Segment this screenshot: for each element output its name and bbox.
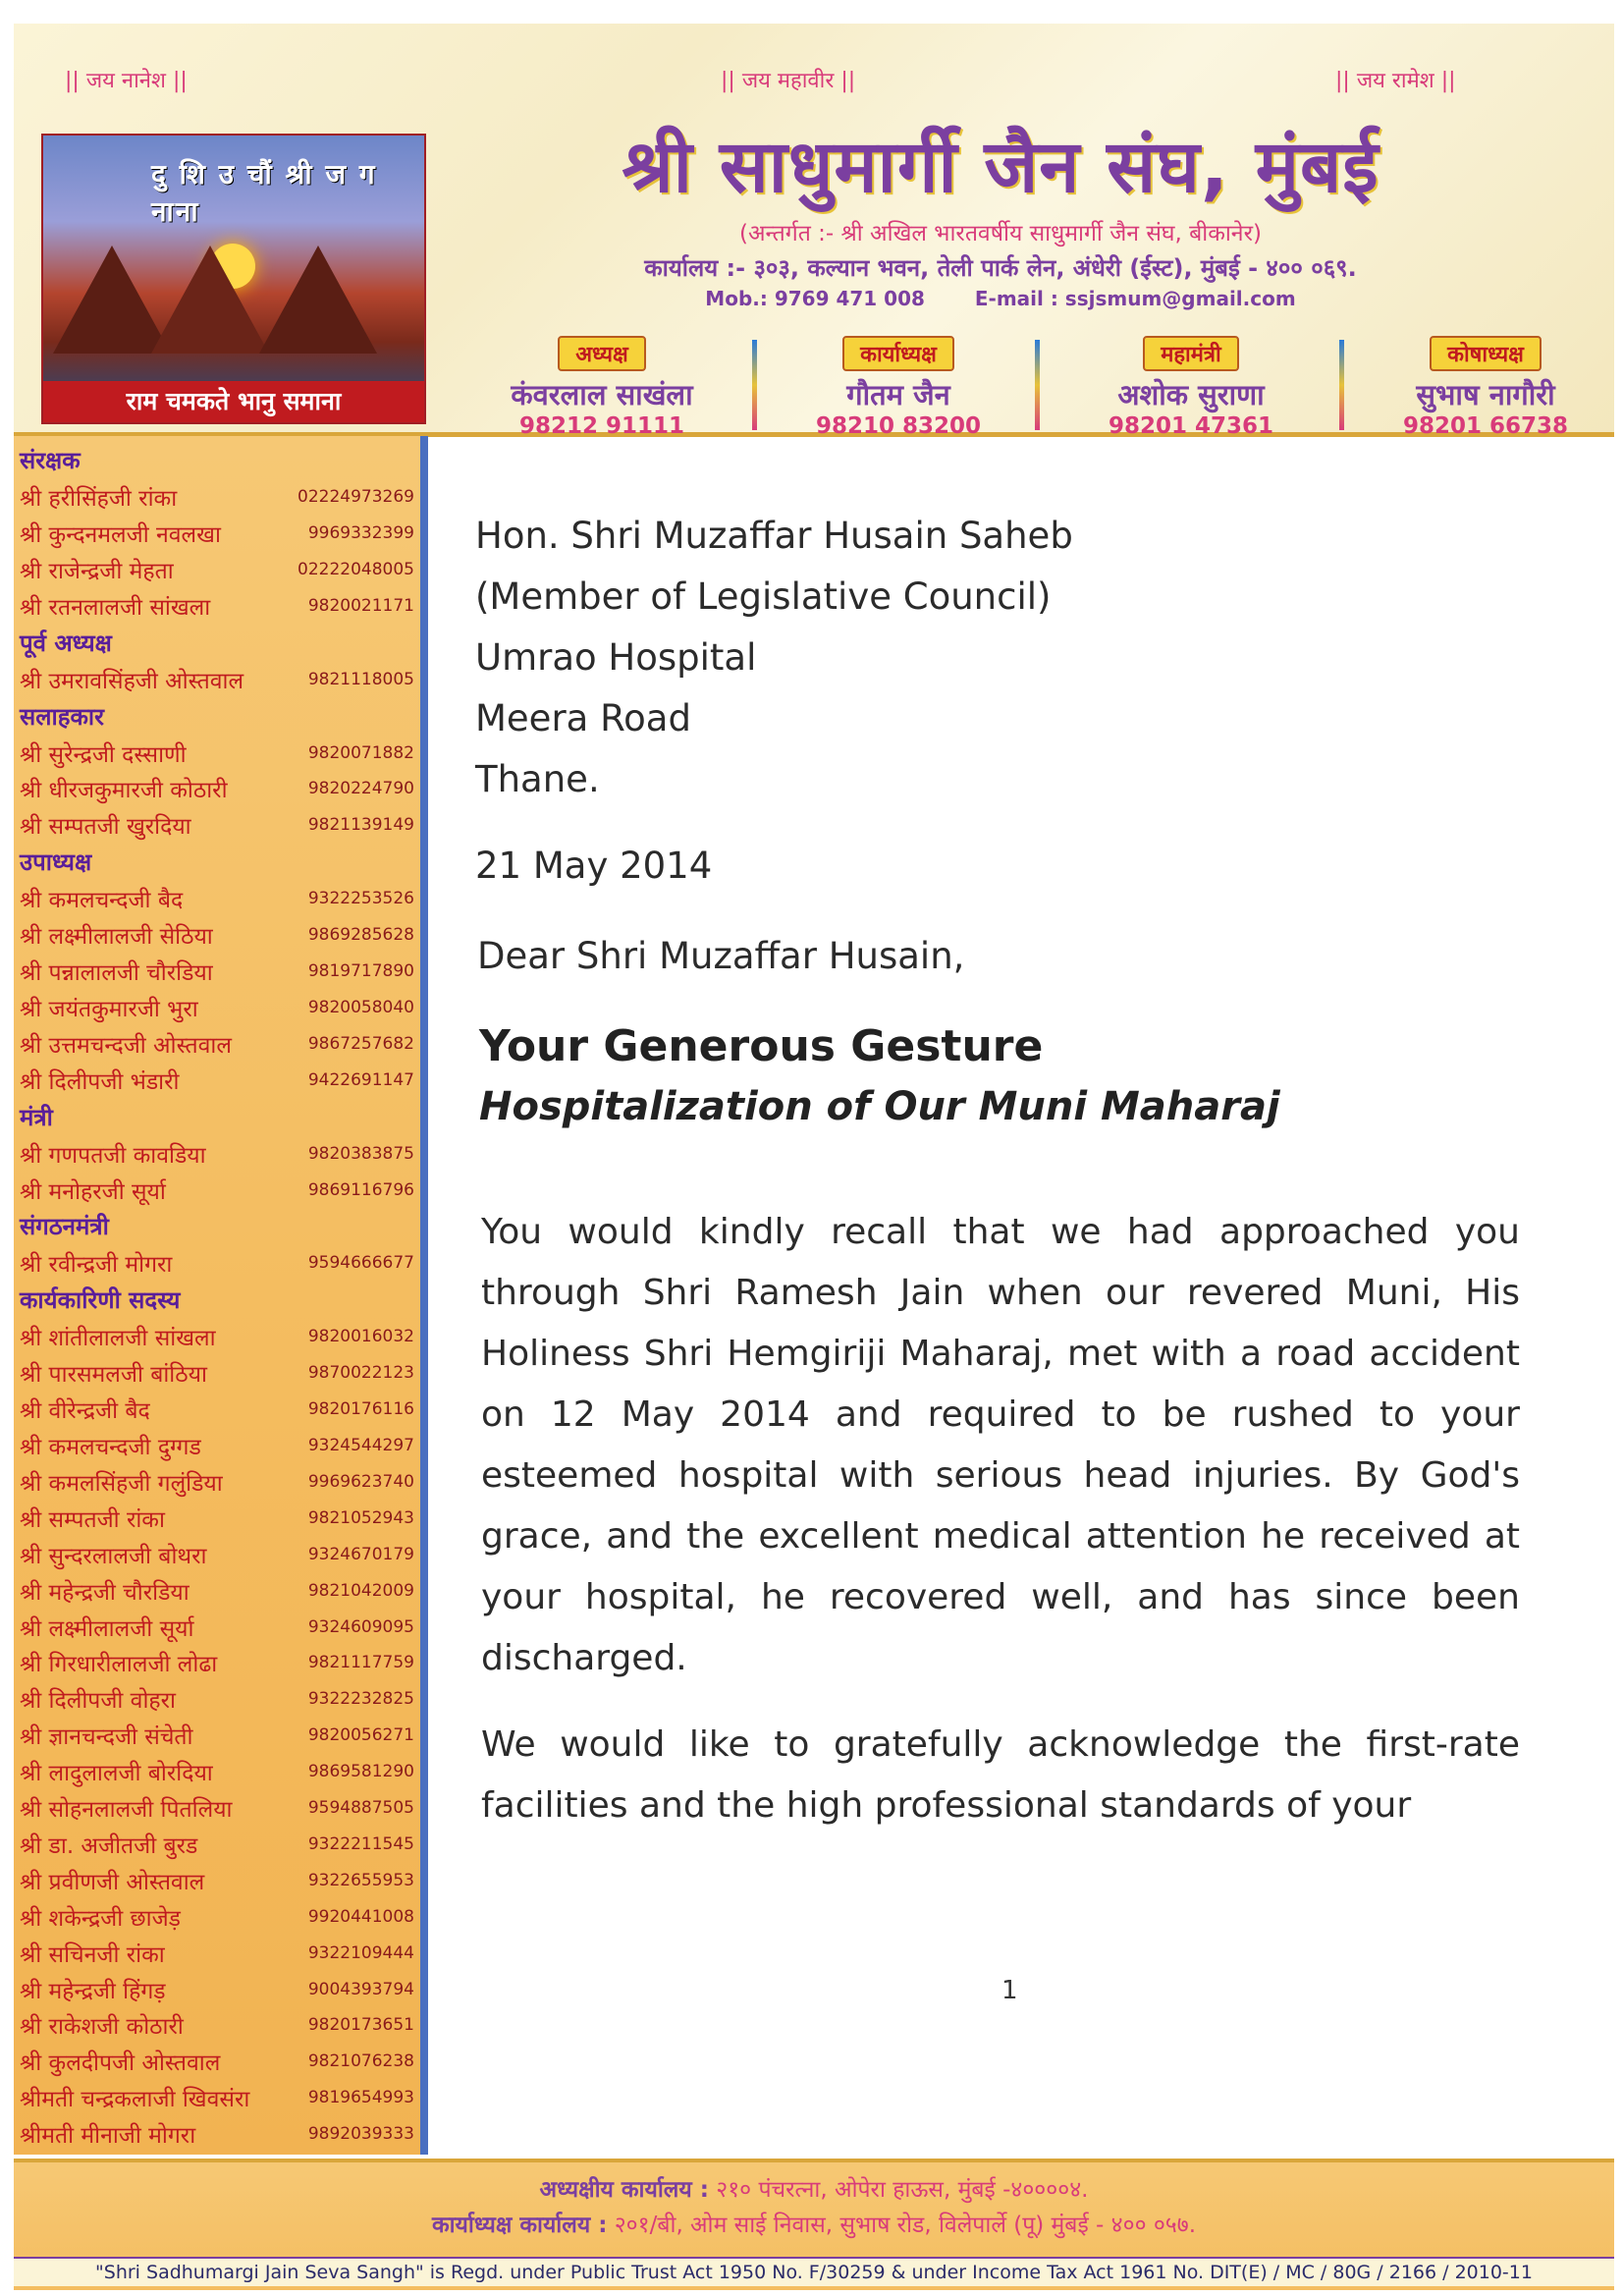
footer-working-office (14, 2208, 1614, 2239)
member-phone: 9920441008 (307, 1906, 414, 1927)
member-phone: 9870022123 (307, 1363, 414, 1384)
letter-date: 21 May 2014 (475, 845, 713, 887)
member-name: श्री पारसमलजी बांठिया (20, 1362, 207, 1389)
sidebar-member (20, 1792, 414, 1824)
sidebar-member (20, 664, 414, 695)
office-address: कार्यालय :- ३०३, कल्यान भवन, तेली पार्क लेन, अंधेरी (ईस्ट), मुंबई - ४०० ०६९. (644, 254, 1357, 282)
member-name: श्री कुन्दनमलजी नवलखा (20, 521, 221, 548)
member-name: श्री मनोहरजी सूर्या (20, 1178, 166, 1205)
member-phone: 9820176116 (307, 1399, 414, 1420)
member-phone: 9821139149 (307, 815, 414, 836)
member-name: श्री हरीसिंहजी रांका (20, 486, 178, 512)
jay-nanesh: || जय नानेश || (65, 69, 188, 93)
mountain-icon (259, 246, 377, 354)
member-name: श्री सचिनजी रांका (20, 1941, 165, 1968)
body-paragraph: You would kindly recall that we had approached you through Shri Ramesh Jain when our revered Muni, His Holiness Shri Hemgiriji Maharaj, met with a road accident on 12 May 2014 and required to be rushed to your esteemed hospital with serious head injuries. By God's grace, and the excellent medical attention he received at your hospital, he recovered well, and has since been discharged. (481, 1212, 1520, 1678)
sidebar-member (20, 1647, 414, 1678)
sidebar-member (20, 1138, 414, 1170)
sidebar-member (20, 809, 414, 841)
member-name: श्री गिरधारीलालजी लोढा (20, 1652, 218, 1678)
member-name: श्री रतनलालजी सांखला (20, 594, 211, 621)
officer-name: कंवरलाल साखंला (511, 378, 693, 411)
sidebar-member (20, 1175, 414, 1206)
member-phone: 9820056271 (307, 1725, 414, 1746)
sidebar-member (20, 1612, 414, 1643)
member-name: श्री सुन्दरलालजी बोथरा (20, 1543, 207, 1569)
sidebar-member (20, 1539, 414, 1570)
member-name: श्री गणपतजी कावडिया (20, 1142, 206, 1169)
subject-heading: Your Generous Gesture (479, 1021, 1044, 1071)
member-phone: 9869581290 (307, 1762, 414, 1782)
mobile-number: Mob.: 9769 471 008 (705, 287, 925, 310)
sidebar-member (20, 1829, 414, 1860)
registration-note: "Shri Sadhumargi Jain Seva Sangh" is Regd. under Public Trust Act 1950 No. F/30259 & under Income Tax Act 1961 No. DIT(E) / MC / 80G / 2166 / 2010-11 (14, 2257, 1614, 2286)
sidebar-member (20, 883, 414, 914)
member-phone: 9594666677 (307, 1253, 414, 1274)
member-phone: 9869285628 (307, 925, 414, 946)
jay-ramesh: || जय रामेश || (1335, 69, 1456, 93)
sidebar-member (20, 738, 414, 769)
officer-title: महामंत्री (1143, 336, 1239, 371)
sidebar-member (20, 773, 414, 804)
footer-label: कार्याध्यक्ष कार्यालय : (431, 2213, 608, 2238)
sidebar-member (20, 1065, 414, 1096)
contact-line (475, 287, 1526, 310)
member-phone: 9820071882 (307, 742, 414, 763)
footer-address: २१० पंचरत्ना, ओपेरा हाऊस, मुंबई -४००००४. (716, 2177, 1089, 2203)
member-name: श्री उत्तमचन्दजी ओस्तवाल (20, 1032, 232, 1059)
sidebar-member (20, 1028, 414, 1060)
sidebar-section-heading: संगठनमंत्री (20, 1213, 109, 1241)
sidebar-member (20, 992, 414, 1023)
member-name: श्री सोहनलालजी पितलिया (20, 1797, 233, 1823)
member-name: श्री लक्ष्मीलालजी सेठिया (20, 924, 213, 951)
sidebar-member (20, 1575, 414, 1607)
officer-phone: 98210 83200 (815, 413, 982, 439)
member-phone: 9821052943 (307, 1507, 414, 1528)
member-phone: 9324670179 (307, 1544, 414, 1564)
email-address: E-mail : ssjsmum@gmail.com (974, 287, 1296, 310)
member-phone: 9324609095 (307, 1616, 414, 1637)
member-name: श्रीमती चन्द्रकलाजी खिवसंरा (20, 2087, 250, 2113)
page-number: 1 (1001, 1976, 1018, 2005)
sidebar-member (20, 1901, 414, 1933)
sidebar-member (20, 1683, 414, 1715)
member-name: श्रीमती मीनाजी मोगरा (20, 2123, 196, 2150)
member-phone: 9969332399 (307, 522, 414, 543)
body-paragraph: We would like to gratefully acknowledge the first-rate facilities and the high professional standards of your (481, 1724, 1520, 1826)
member-name: श्री सम्पतजी रांका (20, 1506, 165, 1533)
member-name: श्री कुलदीपजी ओस्तवाल (20, 2050, 221, 2077)
member-phone: 9821118005 (307, 669, 414, 689)
officer-secretary (1068, 336, 1314, 439)
sangh-logo (41, 134, 426, 424)
officer-name: अशोक सुराणा (1117, 378, 1265, 411)
member-phone: 9322211545 (307, 1833, 414, 1854)
sidebar-member (20, 956, 414, 987)
member-name: श्री राकेशजी कोठारी (20, 2014, 184, 2041)
member-phone: 9820058040 (307, 997, 414, 1017)
sidebar-member (20, 1394, 414, 1425)
sidebar-member (20, 1430, 414, 1461)
member-name: श्री लक्ष्मीलालजी सूर्या (20, 1615, 194, 1642)
committee-sidebar (14, 436, 428, 2155)
member-name: श्री दिलीपजी भंडारी (20, 1068, 180, 1095)
member-name: श्री कमलचन्दजी दुग्गड (20, 1435, 201, 1460)
sidebar-member (20, 1247, 414, 1279)
member-phone: 9820383875 (307, 1143, 414, 1164)
member-phone: 9820021171 (307, 595, 414, 616)
sidebar-member (20, 554, 414, 585)
member-name: श्री जयंतकुमारजी भुरा (20, 996, 198, 1022)
member-name: श्री लादुलालजी बोरदिया (20, 1761, 213, 1787)
member-name: श्री कमलसिंहजी गलुंडिया (20, 1470, 223, 1497)
member-phone: 9422691147 (307, 1069, 414, 1090)
member-phone: 9594887505 (307, 1798, 414, 1818)
officer-title: कोषाध्यक्ष (1430, 336, 1542, 371)
officer-phone: 98201 66738 (1402, 413, 1569, 439)
sidebar-section-heading: उपाध्यक्ष (20, 848, 92, 877)
member-phone: 9892039333 (307, 2124, 414, 2145)
member-name: श्री सुरेन्द्रजी दस्साणी (20, 741, 187, 768)
salutation: Dear Shri Muzaffar Husain, (477, 935, 965, 977)
recipient-hospital: Umrao Hospital (475, 636, 757, 679)
sidebar-member (20, 481, 414, 513)
officer-name: सुभाष नागौरी (1416, 378, 1555, 411)
footer-address: २०१/बी, ओम साई निवास, सुभाष रोड, विलेपार्ले (पू) मुंबई - ४०० ०५७. (614, 2213, 1197, 2238)
officer-working-president (776, 336, 1021, 439)
member-name: श्री शांतीलालजी सांखला (20, 1326, 216, 1352)
sidebar-member (20, 1357, 414, 1389)
jay-mahavir: || जय महावीर || (721, 69, 856, 93)
officer-president (479, 336, 725, 439)
member-phone: 9869116796 (307, 1179, 414, 1200)
officer-phone: 98201 47361 (1108, 413, 1274, 439)
member-name: श्री शकेन्द्रजी छाजेड़ (20, 1905, 181, 1932)
member-name: श्री पन्नालालजी चौरडिया (20, 960, 213, 986)
recipient-city: Thane. (475, 758, 600, 800)
sidebar-member (20, 919, 414, 951)
divider (752, 340, 757, 430)
member-name: श्री धीरजकुमारजी कोठारी (20, 778, 228, 804)
member-phone: 9324544297 (307, 1436, 414, 1455)
sidebar-member (20, 2009, 414, 2041)
logo-arc-text: दु शि उ चौं श्री ज ग नाना (151, 158, 377, 228)
member-name: श्री डा. अजीतजी बुरड (20, 1832, 198, 1859)
subject-subheading: Hospitalization of Our Muni Maharaj (479, 1084, 1280, 1129)
member-name: श्री दिलीपजी वोहरा (20, 1688, 176, 1715)
logo-banner: राम चमकते भानु समाना (43, 381, 424, 422)
sidebar-member (20, 2118, 414, 2150)
member-name: श्री रवीन्द्रजी मोगरा (20, 1252, 173, 1279)
officer-name: गौतम जैन (846, 378, 950, 411)
sidebar-section-heading: पूर्व अध्यक्ष (20, 629, 112, 657)
member-phone: 9821117759 (307, 1653, 414, 1673)
sidebar-section-heading: सलाहकार (20, 702, 104, 731)
member-phone: 02224973269 (298, 487, 414, 507)
member-phone: 9820173651 (307, 2015, 414, 2036)
member-phone: 02222048005 (298, 559, 414, 579)
sidebar-member (20, 1938, 414, 1969)
officer-title: कार्याध्यक्ष (842, 336, 954, 371)
organization-name: श्री साधुमार्गी जैन संघ, मुंबई (622, 125, 1380, 209)
sidebar-member (20, 1720, 414, 1751)
divider (1339, 340, 1344, 430)
member-name: श्री राजेन्द्रजी मेहता (20, 558, 174, 584)
member-phone: 9322232825 (307, 1689, 414, 1710)
sidebar-member (20, 2082, 414, 2113)
member-phone: 9821042009 (307, 1580, 414, 1601)
member-name: श्री सम्पतजी खुरदिया (20, 814, 191, 841)
sidebar-member (20, 1974, 414, 2005)
sidebar-member (20, 1466, 414, 1498)
divider (1035, 340, 1040, 430)
member-phone: 9819717890 (307, 961, 414, 981)
member-phone: 9322253526 (307, 889, 414, 909)
member-phone: 9820224790 (307, 779, 414, 799)
sidebar-member (20, 1321, 414, 1352)
sidebar-section-heading: कार्यकारिणी सदस्य (20, 1286, 181, 1315)
member-name: श्री प्रवीणजी ओस्तवाल (20, 1869, 205, 1895)
letterhead (14, 24, 1614, 437)
sidebar-member (20, 590, 414, 622)
sidebar-member (20, 2046, 414, 2077)
member-name: श्री उमरावसिंहजी ओस्तवाल (20, 668, 244, 694)
recipient-street: Meera Road (475, 697, 691, 739)
sidebar-member (20, 1756, 414, 1787)
sidebar-section-heading: संरक्षक (20, 447, 81, 474)
member-phone: 9867257682 (307, 1033, 414, 1054)
recipient-name: Hon. Shri Muzaffar Husain Saheb (475, 515, 1073, 557)
recipient-title: (Member of Legislative Council) (475, 575, 1052, 618)
officer-title: अध्यक्ष (558, 336, 646, 371)
member-phone: 9821076238 (307, 2051, 414, 2072)
officer-phone: 98212 91111 (518, 413, 685, 439)
member-phone: 9969623740 (307, 1471, 414, 1492)
member-name: श्री महेन्द्रजी हिंगड़ (20, 1978, 166, 2004)
letter-body (432, 436, 1610, 2155)
mountain-icon (151, 246, 269, 354)
member-phone: 9004393794 (307, 1979, 414, 1999)
member-name: श्री वीरेन्द्रजी बैद (20, 1398, 150, 1425)
officer-treasurer (1363, 336, 1608, 439)
affiliation-line: (अन्तर्गत :- श्री अखिल भारतवर्षीय साधुमार्गी जैन संघ, बीकानेर) (739, 221, 1262, 246)
sidebar-member (20, 518, 414, 549)
sidebar-member (20, 1503, 414, 1534)
member-phone: 9322109444 (307, 1942, 414, 1963)
member-name: श्री महेन्द्रजी चौरडिया (20, 1579, 189, 1606)
member-name: श्री कमलचन्दजी बैद (20, 888, 184, 914)
sidebar-member (20, 1865, 414, 1896)
member-phone: 9322655953 (307, 1870, 414, 1890)
letter-footer (14, 2159, 1614, 2290)
footer-label: अध्यक्षीय कार्यालय : (539, 2177, 709, 2203)
member-name: श्री ज्ञानचन्दजी संचेती (20, 1724, 193, 1751)
member-phone: 9820016032 (307, 1327, 414, 1347)
sidebar-section-heading: मंत्री (20, 1103, 53, 1131)
footer-president-office (14, 2172, 1614, 2204)
member-phone: 9819654993 (307, 2088, 414, 2108)
